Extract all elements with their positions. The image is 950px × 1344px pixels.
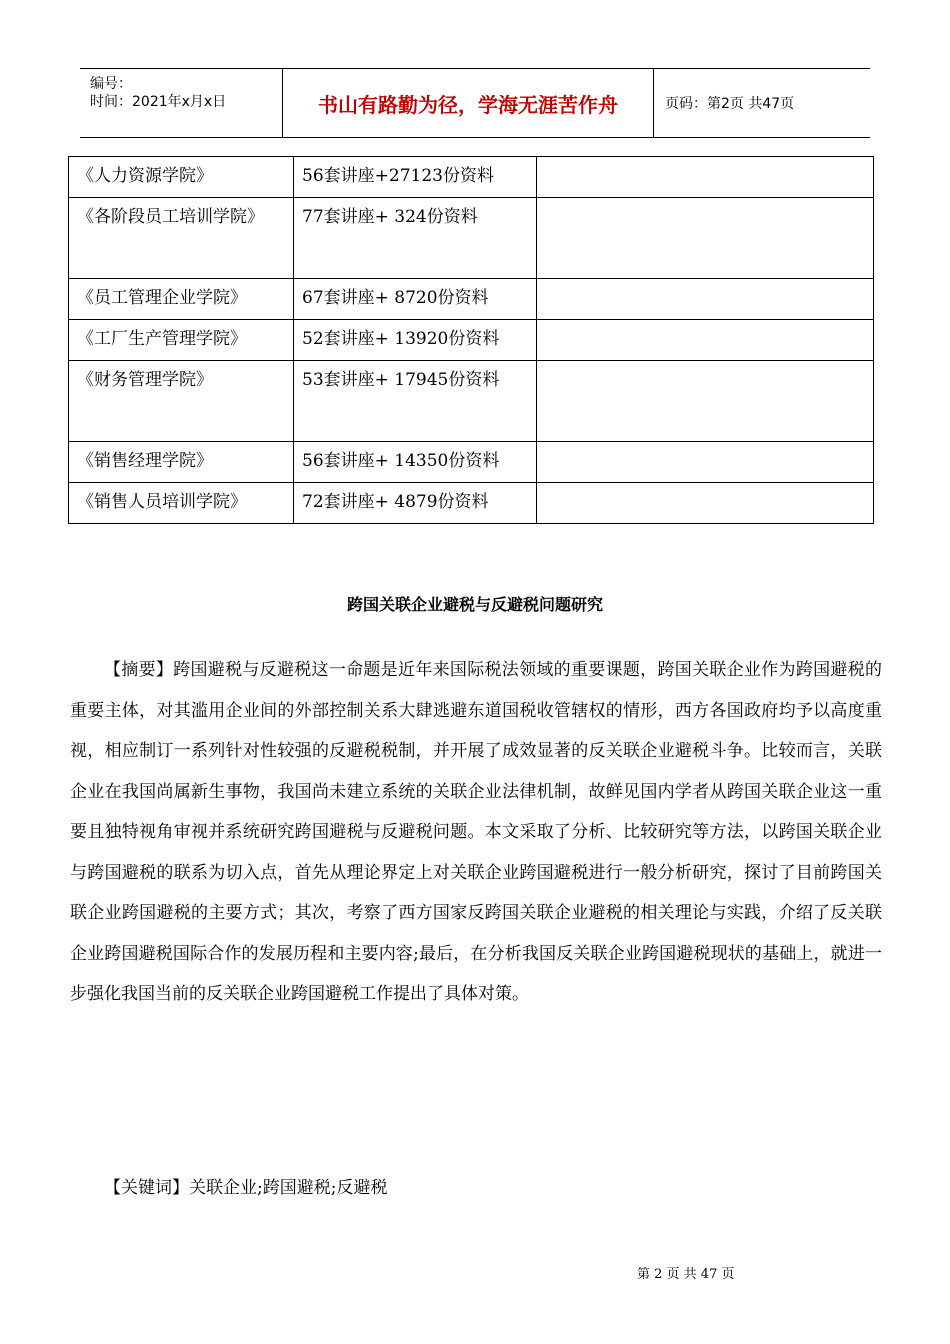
resource-desc: 53套讲座+ 17945份资料 xyxy=(294,361,537,442)
resource-name: 《工厂生产管理学院》 xyxy=(69,320,294,361)
resource-desc: 56套讲座+27123份资料 xyxy=(294,157,537,198)
resource-extra xyxy=(537,442,874,483)
resource-name: 《人力资源学院》 xyxy=(69,157,294,198)
article-abstract: 【摘要】跨国避税与反避税这一命题是近年来国际税法领域的重要课题，跨国关联企业作为跨国避税的重要主体，对其滥用企业间的外部控制关系大肆逃避东道国税收管辖权的情形，西方各国政府均予以高度重视，相应制订一系列针对性较强的反避税税制，并开展了成效显著的反关联企业避税斗争。比较而言，关联企业在我国尚属新生事物，我国尚未建立系统的关联企业法律机制，故鲜见国内学者从跨国关联企业这一重要且独特视角审视并系统研究跨国避税与反避税问题。本文采取了分析、比较研究等方法，以跨国关联企业与跨国避税的联系为切入点，首先从理论界定上对关联企业跨国避税进行一般分析研究，探讨了目前跨国关联企业跨国避税的主要方式；其次，考察了西方国家反跨国关联企业避税的相关理论与实践，介绍了反关联企业跨国避税国际合作的发展历程和主要内容;最后，在分析我国反关联企业跨国避税现状的基础上，就进一步强化我国当前的反关联企业跨国避税工作提出了具体对策。 xyxy=(70,660,882,1004)
table-row xyxy=(69,442,874,483)
article-title: 跨国关联企业避税与反避税问题研究 xyxy=(346,595,603,614)
table-row xyxy=(69,279,874,320)
document-date: 时间：2021年x月x日 xyxy=(90,94,227,110)
resource-name: 《财务管理学院》 xyxy=(69,361,294,442)
article-keywords: 【关键词】关联企业;跨国避税;反避税 xyxy=(104,1178,388,1198)
resource-table xyxy=(68,156,874,524)
table-row xyxy=(69,361,874,442)
header-meta xyxy=(80,69,283,137)
resource-desc: 52套讲座+ 13920份资料 xyxy=(294,320,537,361)
table-row xyxy=(69,320,874,361)
resource-name: 《各阶段员工培训学院》 xyxy=(69,198,294,279)
resource-extra xyxy=(537,279,874,320)
page-footer: 第 2 页 共 47 页 xyxy=(637,1267,735,1282)
resource-extra xyxy=(537,320,874,361)
resource-name: 《销售经理学院》 xyxy=(69,442,294,483)
resource-extra xyxy=(537,157,874,198)
resource-desc: 67套讲座+ 8720份资料 xyxy=(294,279,537,320)
resource-name: 《员工管理企业学院》 xyxy=(69,279,294,320)
header-page-info: 页码：第2页 共47页 xyxy=(665,96,795,112)
document-number-label: 编号： xyxy=(90,76,132,92)
resource-desc: 56套讲座+ 14350份资料 xyxy=(294,442,537,483)
resource-desc: 72套讲座+ 4879份资料 xyxy=(294,483,537,524)
header-motto: 书山有路勤为径，学海无涯苦作舟 xyxy=(283,69,654,137)
table-row xyxy=(69,157,874,198)
resource-extra xyxy=(537,483,874,524)
table-row xyxy=(69,198,874,279)
page-header xyxy=(80,68,870,138)
table-row xyxy=(69,483,874,524)
resource-extra xyxy=(537,198,874,279)
resource-extra xyxy=(537,361,874,442)
resource-name: 《销售人员培训学院》 xyxy=(69,483,294,524)
resource-desc: 77套讲座+ 324份资料 xyxy=(294,198,537,279)
